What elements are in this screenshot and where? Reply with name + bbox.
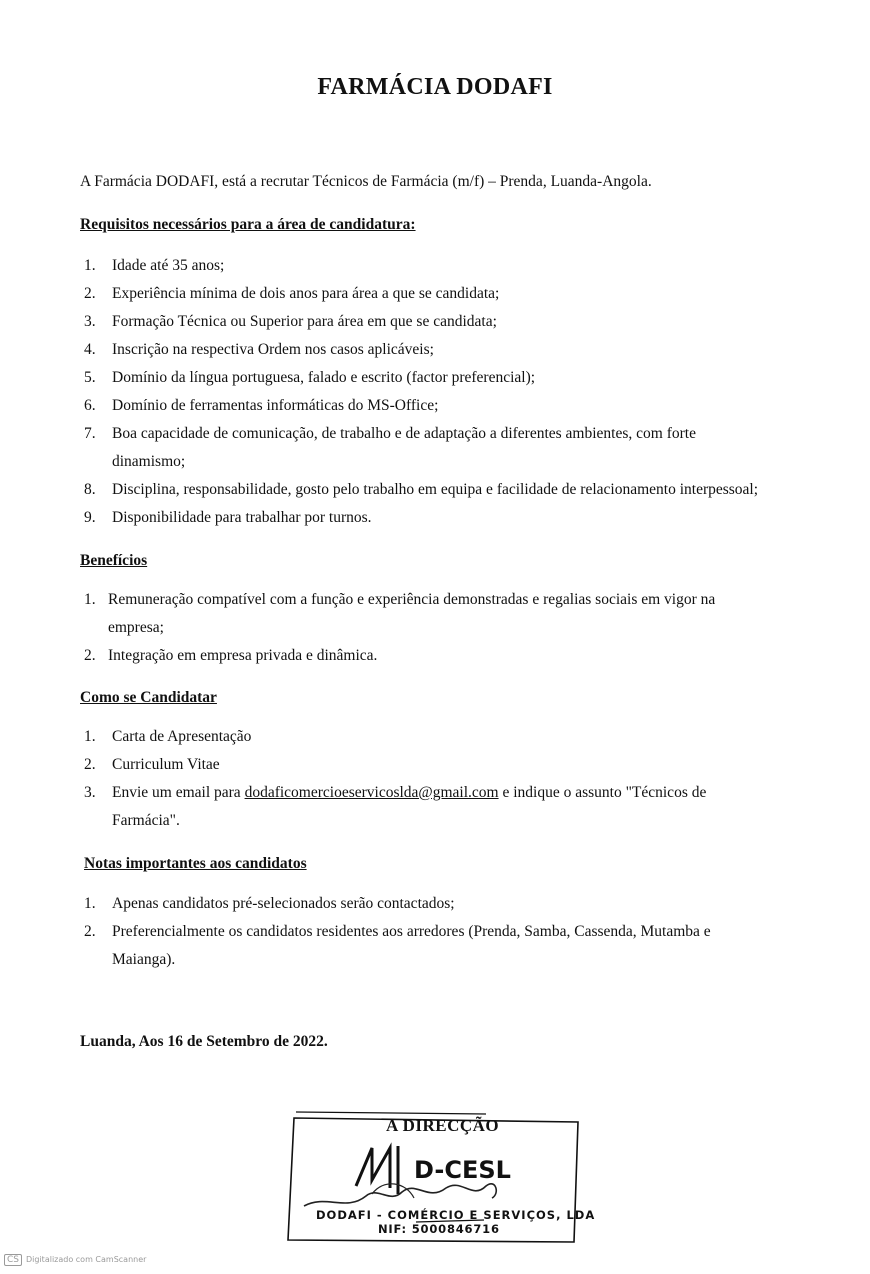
notes-heading: Notas importantes aos candidatos [84, 855, 307, 872]
list-item: 5. Domínio da língua portuguesa, falado e escrito (factor preferencial); [84, 369, 536, 386]
list-item: 8. Disciplina, responsabilidade, gosto pelo trabalho em equipa e facilidade de relacionamento interpessoal; [84, 481, 759, 498]
benefits-list [84, 586, 764, 670]
camscanner-icon: CS [4, 1254, 22, 1266]
intro-paragraph: A Farmácia DODAFI, está a recrutar Técnicos de Farmácia (m/f) – Prenda, Luanda-Angola. [80, 173, 652, 190]
list-item: 1. Idade até 35 anos; [84, 257, 225, 274]
notes-list [84, 890, 764, 974]
list-item: 3. Formação Técnica ou Superior para área em que se candidata; [84, 313, 497, 330]
watermark-text: Digitalizado com CamScanner [26, 1255, 147, 1264]
list-item: 2. Curriculum Vitae [84, 756, 220, 773]
list-item: 1. Carta de Apresentação [84, 728, 252, 745]
how-to-apply-list [84, 723, 764, 835]
list-item: 1. Apenas candidatos pré-selecionados serão contactados; [84, 895, 455, 912]
list-item: 4. Inscrição na respectiva Ordem nos casos aplicáveis; [84, 341, 434, 358]
signature-icon [304, 1184, 496, 1206]
list-item: 9. Disponibilidade para trabalhar por turnos. [84, 509, 372, 526]
stamp-title: A DIRECÇÃO [386, 1116, 500, 1135]
requirements-heading: Requisitos necessários para a área de candidatura: [80, 216, 416, 233]
logo-icon [356, 1146, 398, 1194]
list-item: 6. Domínio de ferramentas informáticas do MS-Office; [84, 397, 439, 414]
stamp-company: DODAFI - COMÉRCIO E SERVIÇOS, LDA [316, 1208, 596, 1222]
stamp-logo-text: D-CESL [414, 1156, 511, 1184]
list-item: 1. Remuneração compatível com a função e experiência demonstradas e regalias sociais em vigor na empresa; [84, 591, 716, 636]
company-stamp [286, 1108, 596, 1248]
list-item: 7. Boa capacidade de comunicação, de trabalho e de adaptação a diferentes ambientes, com forte dinamismo; [84, 425, 696, 470]
email-instruction-text: Envie um email para [112, 784, 245, 801]
list-item: 2. Experiência mínima de dois anos para área a que se candidata; [84, 285, 500, 302]
list-item: 2. Integração em empresa privada e dinâmica. [84, 647, 378, 664]
benefits-heading: Benefícios [80, 552, 148, 569]
document-title: FARMÁCIA DODAFI [317, 74, 553, 100]
list-item: 2. Preferencialmente os candidatos residentes aos arredores (Prenda, Samba, Cassenda, Mutamba e Maianga). [84, 923, 711, 968]
stamp-nif: NIF: 5000846716 [378, 1222, 500, 1236]
requirements-list [84, 252, 804, 532]
scanner-watermark [4, 1254, 146, 1266]
list-item: 3. Envie um email para dodaficomercioeservicoslda@gmail.com e indique o assunto "Técnicos de Farmácia". [84, 784, 707, 829]
date-line: Luanda, Aos 16 de Setembro de 2022. [80, 1033, 328, 1050]
email-link[interactable]: dodaficomercioeservicoslda@gmail.com [244, 784, 499, 801]
how-to-apply-heading: Como se Candidatar [80, 689, 217, 706]
email-subject-text: e indique o assunto "Técnicos de Farmácia". [112, 784, 707, 829]
